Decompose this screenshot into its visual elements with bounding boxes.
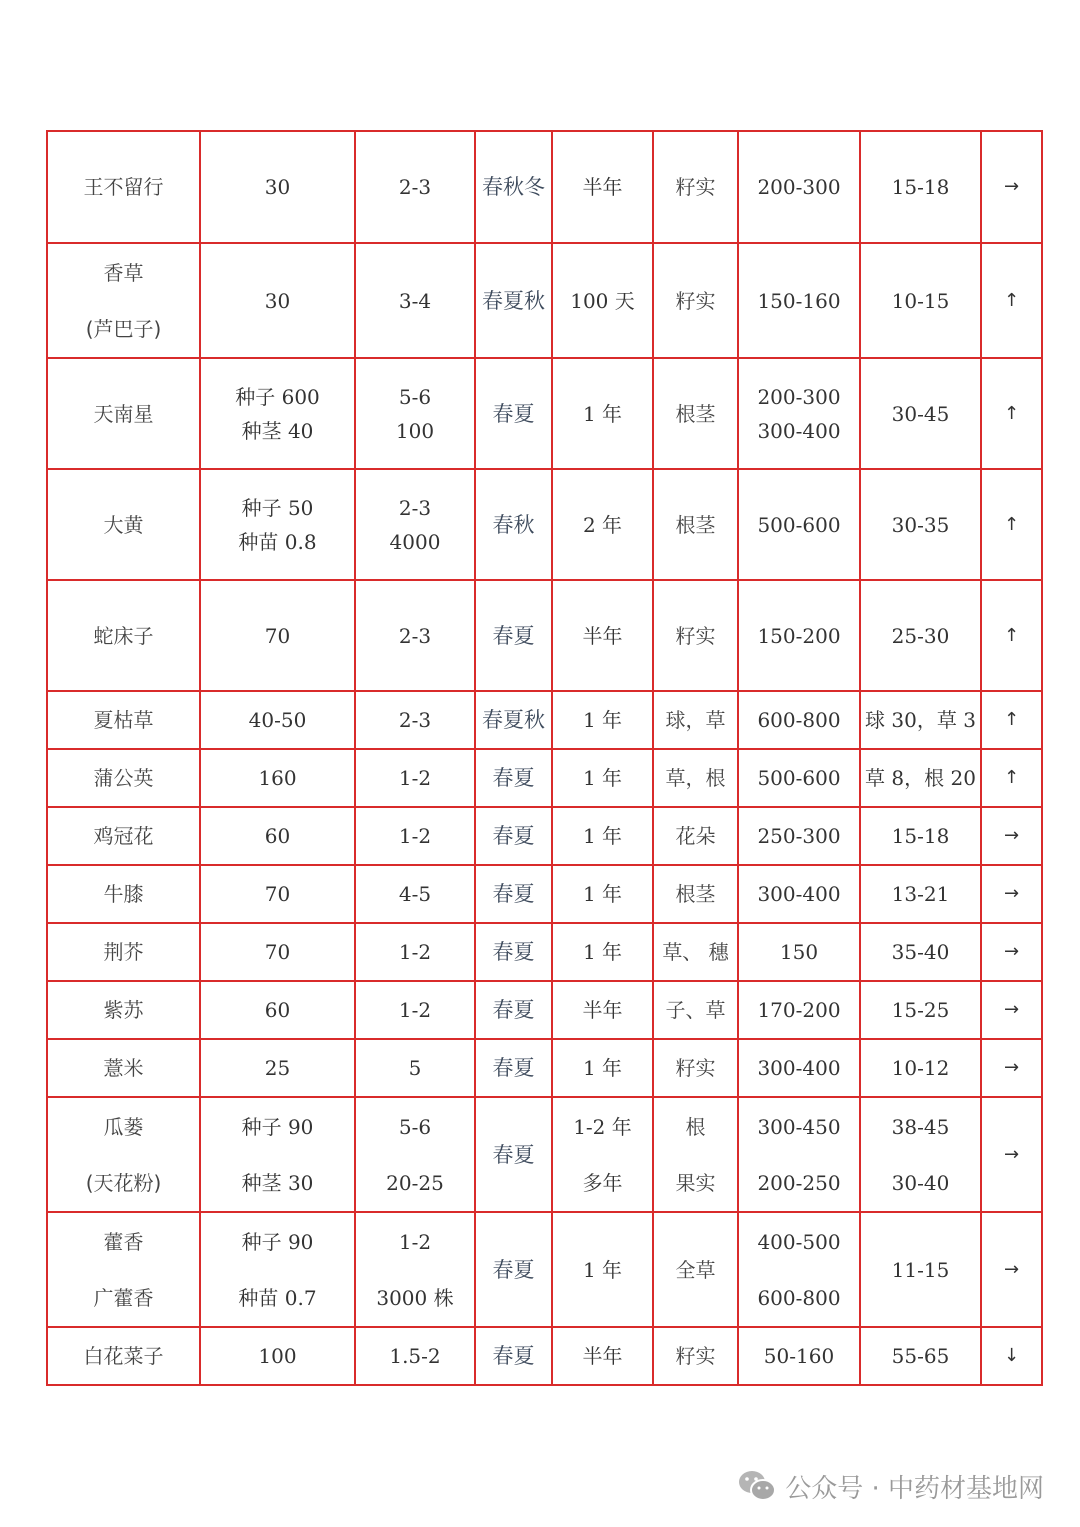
cell-line: 鸡冠花 [93, 824, 154, 848]
cell-line: 11-15 [891, 1257, 950, 1282]
cell-season [475, 865, 552, 923]
cell-trend: → [981, 923, 1042, 981]
cell-name [47, 981, 200, 1039]
cell-yield [738, 469, 860, 580]
cell-line: 春秋冬 [482, 175, 545, 199]
cell-line: 春夏秋 [482, 708, 545, 732]
cell-line: 种子 600 [235, 384, 320, 409]
cell-line: 广藿香 [93, 1285, 154, 1310]
cell-line: 根 [685, 1114, 706, 1139]
cell-name [47, 469, 200, 580]
cell-trend: → [981, 131, 1042, 243]
cell-line: 草 8，根 20 [865, 766, 976, 790]
cell-line: 250-300 [757, 824, 841, 848]
cell-line: 种茎 40 [241, 418, 314, 443]
cell-line: 3-4 [398, 288, 432, 313]
cell-line: 4000 [389, 529, 441, 554]
cell-line: 5 [408, 1056, 422, 1080]
cell-yield [738, 1039, 860, 1097]
cell-line: 天南星 [93, 401, 154, 426]
cell-seed [200, 1097, 355, 1212]
cell-line: 2 年 [582, 512, 623, 537]
cell-line: 夏枯草 [93, 708, 154, 732]
cell-trend: ↑ [981, 749, 1042, 807]
cell-line: 1 年 [582, 708, 623, 732]
cell-seed [200, 1212, 355, 1327]
cell-price [860, 1039, 981, 1097]
cell-seed [200, 1039, 355, 1097]
cell-yield [738, 580, 860, 691]
cell-period [552, 981, 653, 1039]
cell-line: 5-6 [398, 1114, 432, 1139]
cell-part [653, 981, 738, 1039]
cell-line: 10-15 [891, 288, 950, 313]
cell-line: 300-400 [757, 418, 841, 443]
cell-price [860, 1212, 981, 1327]
cell-part [653, 469, 738, 580]
cell-price [860, 243, 981, 358]
cell-line: 300-400 [757, 1056, 841, 1080]
cell-per-mu [355, 358, 475, 469]
cell-name [47, 749, 200, 807]
cell-yield [738, 358, 860, 469]
cell-per-mu [355, 580, 475, 691]
cell-name [47, 923, 200, 981]
watermark-text: 公众号 · 中药材基地网 [785, 1473, 1044, 1504]
cell-line: 25 [264, 1056, 291, 1080]
cell-period [552, 358, 653, 469]
cell-line: 400-500 [757, 1229, 841, 1254]
cell-period [552, 1212, 653, 1327]
cell-part [653, 1327, 738, 1385]
cell-line: 1 年 [582, 824, 623, 848]
cell-line: 35-40 [891, 940, 950, 964]
cell-line: 藿香 [103, 1229, 144, 1254]
cell-line: 1-2 年 [573, 1114, 632, 1139]
cell-yield [738, 749, 860, 807]
cell-period [552, 865, 653, 923]
cell-line: 5-6 [398, 384, 432, 409]
cell-season [475, 580, 552, 691]
cell-yield [738, 981, 860, 1039]
cell-name [47, 243, 200, 358]
cell-line: 春夏 [492, 623, 535, 648]
cell-part [653, 807, 738, 865]
cell-line: 15-18 [891, 175, 950, 199]
cell-per-mu [355, 865, 475, 923]
cell-line: 蒲公英 [93, 766, 154, 790]
cell-yield [738, 923, 860, 981]
cell-name [47, 1097, 200, 1212]
cell-line: 春夏 [492, 940, 535, 964]
cell-season [475, 807, 552, 865]
cell-season [475, 1097, 552, 1212]
cell-line: 根茎 [675, 401, 716, 426]
cell-season [475, 1327, 552, 1385]
cell-season [475, 469, 552, 580]
cell-line: 大黄 [103, 512, 144, 537]
watermark [737, 1466, 1044, 1506]
table-row [47, 1097, 1042, 1212]
cell-per-mu [355, 749, 475, 807]
cell-seed [200, 865, 355, 923]
cell-line: 春夏 [492, 1344, 535, 1368]
cell-part [653, 923, 738, 981]
cell-name [47, 691, 200, 749]
cell-price [860, 749, 981, 807]
cell-line: 1-2 [398, 940, 432, 964]
table-row [47, 243, 1042, 358]
cell-per-mu [355, 1039, 475, 1097]
cell-line: 王不留行 [83, 175, 164, 199]
cell-period [552, 243, 653, 358]
cell-line: 25-30 [891, 623, 950, 648]
cell-line: 果实 [675, 1170, 716, 1195]
cell-line: 种苗 0.7 [238, 1285, 317, 1310]
cell-line: 花朵 [675, 824, 716, 848]
cell-part [653, 358, 738, 469]
cell-period [552, 691, 653, 749]
cell-price [860, 1097, 981, 1212]
table-row [47, 749, 1042, 807]
cell-line: 170-200 [757, 998, 841, 1022]
cell-name [47, 131, 200, 243]
cell-line: 春夏 [492, 1257, 535, 1282]
cell-period [552, 1097, 653, 1212]
cell-price [860, 580, 981, 691]
cell-line: 半年 [582, 998, 623, 1022]
cell-season [475, 691, 552, 749]
cell-yield [738, 131, 860, 243]
cell-line: 1 年 [582, 1056, 623, 1080]
cell-line: 150-200 [757, 623, 841, 648]
cell-trend: → [981, 1212, 1042, 1327]
cell-price [860, 691, 981, 749]
cell-line: 2-3 [398, 175, 432, 199]
cell-line: 春夏 [492, 824, 535, 848]
cell-per-mu [355, 469, 475, 580]
cell-seed [200, 358, 355, 469]
cell-seed [200, 981, 355, 1039]
cell-line: 种子 90 [241, 1229, 314, 1254]
cell-line: 70 [264, 623, 291, 648]
cell-period [552, 469, 653, 580]
cell-line: 30-35 [891, 512, 950, 537]
cell-per-mu [355, 981, 475, 1039]
cell-line: 籽实 [675, 1344, 716, 1368]
cell-line: 100 [395, 418, 435, 443]
cell-line: 150 [779, 940, 819, 964]
cell-per-mu [355, 1327, 475, 1385]
cell-line: 籽实 [675, 175, 716, 199]
cell-line: 春夏 [492, 766, 535, 790]
cell-line: 1 年 [582, 940, 623, 964]
cell-line: 50-160 [763, 1344, 835, 1368]
cell-line: 1 年 [582, 401, 623, 426]
cell-season [475, 358, 552, 469]
cell-line: 55-65 [891, 1344, 950, 1368]
cell-line: 蛇床子 [93, 623, 154, 648]
cell-line: 籽实 [675, 1056, 716, 1080]
table-row [47, 358, 1042, 469]
cell-line: 荆芥 [103, 940, 144, 964]
wechat-icon [737, 1469, 777, 1503]
cell-part [653, 131, 738, 243]
cell-price [860, 807, 981, 865]
cell-part [653, 580, 738, 691]
cell-line: 150-160 [757, 288, 841, 313]
cell-line: 200-300 [757, 175, 841, 199]
cell-line: 半年 [582, 1344, 623, 1368]
cell-line: 500-600 [757, 766, 841, 790]
table-row [47, 469, 1042, 580]
cell-price [860, 358, 981, 469]
cell-trend: → [981, 981, 1042, 1039]
cell-period [552, 749, 653, 807]
cell-period [552, 131, 653, 243]
cell-seed [200, 469, 355, 580]
cell-price [860, 865, 981, 923]
cell-name [47, 1212, 200, 1327]
cell-yield [738, 807, 860, 865]
cell-seed [200, 131, 355, 243]
cell-name [47, 1327, 200, 1385]
cell-trend: ↑ [981, 580, 1042, 691]
cell-line: 种子 90 [241, 1114, 314, 1139]
cell-season [475, 749, 552, 807]
cell-line: 40-50 [248, 708, 307, 732]
cell-line: 春夏 [492, 1142, 535, 1167]
table-row [47, 807, 1042, 865]
table-row [47, 691, 1042, 749]
cell-price [860, 923, 981, 981]
cell-season [475, 1039, 552, 1097]
cell-per-mu [355, 243, 475, 358]
cell-line: 种苗 0.8 [238, 529, 317, 554]
cell-part [653, 1097, 738, 1212]
cell-price [860, 981, 981, 1039]
cell-line: 100 天 [570, 288, 635, 313]
cell-trend: ↑ [981, 243, 1042, 358]
cell-line: 紫苏 [103, 998, 144, 1022]
cell-part [653, 691, 738, 749]
cell-seed [200, 580, 355, 691]
cell-line: 瓜蒌 [103, 1114, 144, 1139]
cell-part [653, 1212, 738, 1327]
cell-price [860, 469, 981, 580]
cell-line: 1-2 [398, 998, 432, 1022]
cell-seed [200, 923, 355, 981]
table-row [47, 1212, 1042, 1327]
cell-yield [738, 691, 860, 749]
cell-period [552, 1039, 653, 1097]
cell-line: 球 30，草 3 [865, 708, 976, 732]
cell-line: 草、 穗 [662, 940, 729, 964]
cell-part [653, 243, 738, 358]
cell-line: 1-2 [398, 1229, 432, 1254]
cell-line: 300-400 [757, 882, 841, 906]
cell-per-mu [355, 131, 475, 243]
cell-line: 薏米 [103, 1056, 144, 1080]
cell-line: 10-12 [891, 1056, 950, 1080]
cell-per-mu [355, 1097, 475, 1212]
cell-line: 春夏 [492, 1056, 535, 1080]
cell-per-mu [355, 923, 475, 981]
cell-line: 种茎 30 [241, 1170, 314, 1195]
cell-line: 15-18 [891, 824, 950, 848]
cell-line: 30 [264, 288, 291, 313]
cell-line: 全草 [675, 1257, 716, 1282]
cell-line: 30 [264, 175, 291, 199]
cell-season [475, 131, 552, 243]
cell-line: 种子 50 [241, 495, 314, 520]
cell-line: 600-800 [757, 1285, 841, 1310]
cell-trend: ↑ [981, 469, 1042, 580]
cell-line: 子、草 [665, 998, 726, 1022]
cell-line: 70 [264, 940, 291, 964]
cell-name [47, 865, 200, 923]
cell-period [552, 807, 653, 865]
cell-line: (天花粉) [85, 1170, 162, 1195]
cell-line: 200-250 [757, 1170, 841, 1195]
cell-line: 2-3 [398, 495, 432, 520]
cell-line: 牛膝 [103, 882, 144, 906]
cell-line: 200-300 [757, 384, 841, 409]
cell-per-mu [355, 807, 475, 865]
cell-trend: → [981, 807, 1042, 865]
cell-yield [738, 1097, 860, 1212]
cell-line: 2-3 [398, 623, 432, 648]
cell-line: 60 [264, 824, 291, 848]
cell-trend: → [981, 865, 1042, 923]
cell-line: 1-2 [398, 766, 432, 790]
cell-line: 600-800 [757, 708, 841, 732]
cell-trend: ↑ [981, 691, 1042, 749]
herb-planting-table [46, 130, 1043, 1386]
cell-line: 1 年 [582, 882, 623, 906]
cell-line: 多年 [582, 1170, 623, 1195]
cell-period [552, 1327, 653, 1385]
table-row [47, 981, 1042, 1039]
cell-line: 春秋 [492, 512, 535, 537]
cell-name [47, 580, 200, 691]
cell-price [860, 131, 981, 243]
cell-line: 2-3 [398, 708, 432, 732]
cell-trend: ↓ [981, 1327, 1042, 1385]
cell-trend: → [981, 1039, 1042, 1097]
cell-yield [738, 1212, 860, 1327]
cell-line: 38-45 [891, 1114, 950, 1139]
cell-line: 500-600 [757, 512, 841, 537]
cell-yield [738, 243, 860, 358]
cell-line: 3000 株 [376, 1285, 454, 1310]
table-row [47, 923, 1042, 981]
cell-line: 160 [258, 766, 297, 790]
cell-line: 30-40 [891, 1170, 950, 1195]
cell-line: 香草 [103, 260, 144, 285]
table-row [47, 865, 1042, 923]
cell-line: 1 年 [582, 766, 623, 790]
table-row [47, 1327, 1042, 1385]
cell-line: 半年 [582, 623, 623, 648]
cell-line: 春夏 [492, 401, 535, 426]
cell-line: 根茎 [675, 512, 716, 537]
table-row [47, 131, 1042, 243]
cell-part [653, 865, 738, 923]
cell-line: 半年 [582, 175, 623, 199]
cell-line: 春夏 [492, 882, 535, 906]
cell-season [475, 243, 552, 358]
cell-per-mu [355, 691, 475, 749]
cell-price [860, 1327, 981, 1385]
cell-name [47, 807, 200, 865]
cell-period [552, 580, 653, 691]
cell-seed [200, 243, 355, 358]
cell-line: 春夏秋 [482, 288, 545, 313]
cell-line: 1.5-2 [389, 1344, 441, 1368]
cell-per-mu [355, 1212, 475, 1327]
cell-line: 1 年 [582, 1257, 623, 1282]
cell-line: 300-450 [757, 1114, 841, 1139]
cell-line: 15-25 [891, 998, 950, 1022]
cell-period [552, 923, 653, 981]
cell-season [475, 1212, 552, 1327]
cell-line: 20-25 [386, 1170, 444, 1195]
cell-line: 球，草 [665, 708, 726, 732]
cell-line: 1-2 [398, 824, 432, 848]
cell-season [475, 923, 552, 981]
cell-line: 60 [264, 998, 291, 1022]
table-row [47, 580, 1042, 691]
cell-name [47, 358, 200, 469]
cell-yield [738, 865, 860, 923]
cell-seed [200, 807, 355, 865]
cell-line: 4-5 [398, 882, 432, 906]
cell-line: 13-21 [891, 882, 950, 906]
cell-yield [738, 1327, 860, 1385]
cell-line: 春夏 [492, 998, 535, 1022]
cell-line: 30-45 [891, 401, 950, 426]
cell-line: 白花菜子 [83, 1344, 164, 1368]
cell-part [653, 749, 738, 807]
cell-trend: ↑ [981, 358, 1042, 469]
cell-name [47, 1039, 200, 1097]
cell-season [475, 981, 552, 1039]
cell-line: 籽实 [675, 288, 716, 313]
cell-line: 70 [264, 882, 291, 906]
cell-line: 根茎 [675, 882, 716, 906]
cell-seed [200, 749, 355, 807]
cell-seed [200, 1327, 355, 1385]
cell-seed [200, 691, 355, 749]
table-row [47, 1039, 1042, 1097]
cell-trend: → [981, 1097, 1042, 1212]
cell-line: 籽实 [675, 623, 716, 648]
cell-line: 100 [258, 1344, 297, 1368]
cell-line: (芦巴子) [85, 316, 162, 341]
cell-line: 草，根 [665, 766, 726, 790]
cell-part [653, 1039, 738, 1097]
